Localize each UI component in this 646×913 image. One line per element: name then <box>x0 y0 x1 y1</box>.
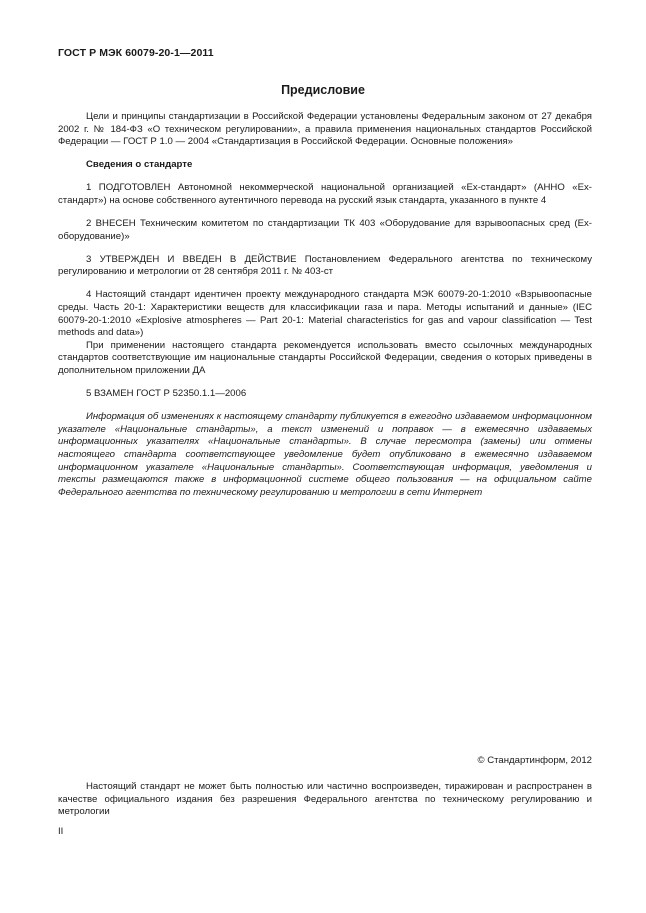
item-4-note: При применении настоящего стандарта рекомендуется использовать вместо ссылочных международных стандартов соответствующие им национальные стандарты Российской Федерации, сведения о которых приведены в дополнительном приложении ДА <box>58 339 592 376</box>
item-1: 1 ПОДГОТОВЛЕН Автономной некоммерческой национальной организацией «Ех-стандарт» (АННО «Ех-стандарт») на основе собственного аутентичного перевода на русский язык стандарта, указанного в пункте 4 <box>58 182 592 206</box>
item-3: 3 УТВЕРЖДЕН И ВВЕДЕН В ДЕЙСТВИЕ Постановлением Федерального агентства по техническому регулированию и метрологии от 28 сентября 2011 г. № 403-ст <box>58 253 592 278</box>
item-2: 2 ВНЕСЕН Техническим комитетом по стандартизации ТК 403 «Оборудование для взрывоопасных сред (Ех-оборудование)» <box>58 218 592 242</box>
item-5: 5 ВЗАМЕН ГОСТ Р 52350.1.1—2006 <box>86 388 247 400</box>
foreword-body <box>58 111 592 499</box>
intro-paragraph: Цели и принципы стандартизации в Российской Федерации установлены Федеральным законом от 27 декабря 2002 г. № 184-ФЗ «О техническом регулировании», а правила применения национальных стандартов Российской Федерации — ГОСТ Р 1.0 — 2004 «Стандартизация в Российской Федерации. Основные положения» <box>58 111 592 148</box>
page-number: II <box>58 826 64 837</box>
section-subheading: Сведения о стандарте <box>86 159 193 171</box>
info-paragraph: Информация об изменениях к настоящему стандарту публикуется в ежегодно издаваемом информационном указателе «Национальные стандарты», а текст изменений и поправок — в ежемесячно издаваемых информационных указателях «Национальные стандарты». В случае пересмотра (замены) или отмены настоящего стандарта соответствующее уведомление будет опубликовано в ежемесячно издаваемом информационном указателе «Национальные стандарты». Соответствующая информация, уведомления и тексты размещаются также в информационной системе общего пользования — на официальном сайте Федерального агентства по техническому регулированию и метрологии в сети Интернет <box>58 411 592 498</box>
notice-paragraph: Настоящий стандарт не может быть полностью или частично воспроизведен, тиражирован и распространен в качестве официального издания без разрешения Федерального агентства по техническому регулированию и метрологии <box>58 781 592 818</box>
item-4: 4 Настоящий стандарт идентичен проекту международного стандарта МЭК 60079-20-1:2010 «Взрывоопасные среды. Часть 20-1: Характеристики веществ для классификации газа и пара. Методы испытаний и данные» (IEC 60079-20-1:2010 «Explosive atmospheres — Part 20-1: Material characteristics for gas and vapour classification — Test methods and data») <box>58 289 592 339</box>
page-title: Предисловие <box>281 83 365 97</box>
reproduction-notice <box>58 781 592 819</box>
document-header: ГОСТ Р МЭК 60079-20-1—2011 <box>58 47 214 59</box>
copyright-line: © Стандартинформ, 2012 <box>477 755 592 766</box>
